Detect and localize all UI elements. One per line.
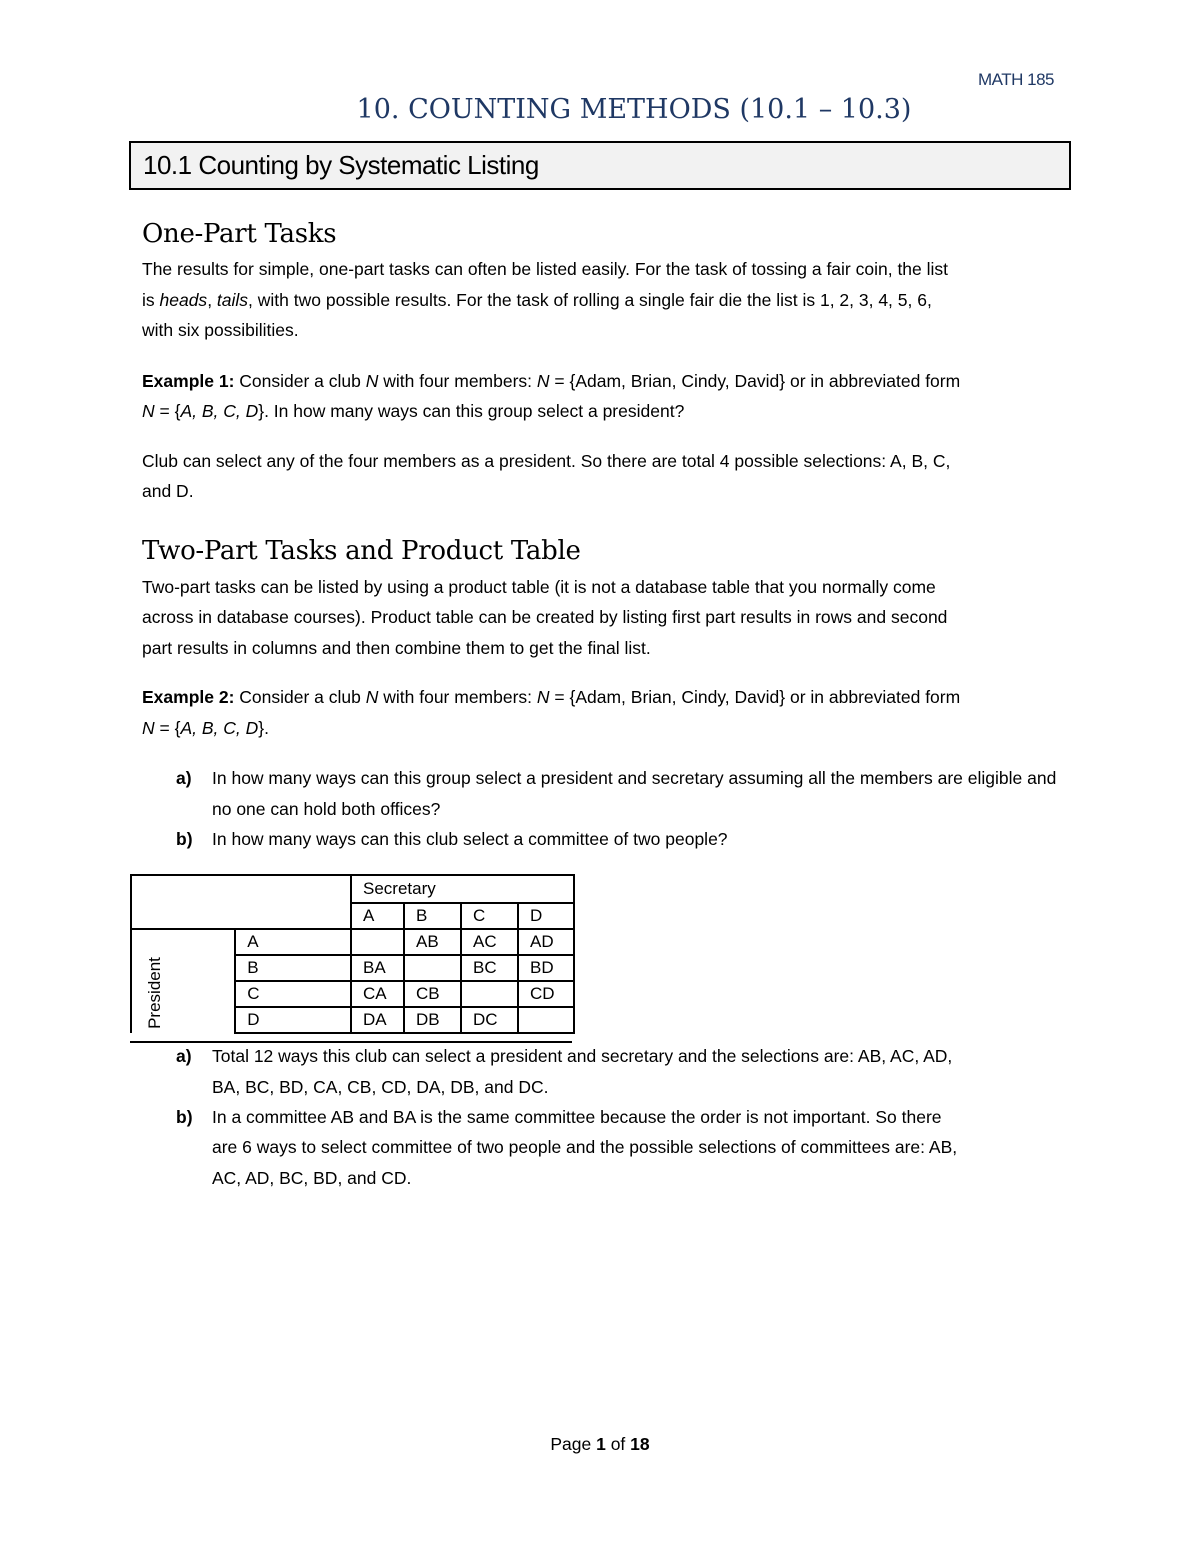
- example-1-label: Example 1:: [142, 371, 235, 391]
- one-part-paragraph-line-1: The results for simple, one-part tasks can often be listed easily. For the task of tossing a fair coin, the list: [142, 259, 949, 279]
- table-cell: CA: [351, 981, 404, 1007]
- page-of: of: [605, 1434, 631, 1454]
- set-members: A, B, C, D: [180, 718, 259, 738]
- answer-a-label: a): [176, 1046, 192, 1066]
- text-span: ,: [207, 290, 217, 310]
- text-span: , with two possible results. For the task of rolling a single fair die the list is 1, 2, 3, 4, 5, 6,: [248, 290, 932, 310]
- set-name: N: [142, 718, 155, 738]
- text-span: with four members:: [378, 371, 537, 391]
- page-total: 18: [630, 1434, 650, 1454]
- table-cell: DC: [461, 1007, 518, 1033]
- set-name: N: [365, 687, 379, 707]
- president-label: President: [145, 957, 164, 1029]
- text-span: Consider a club: [234, 687, 366, 707]
- column-label: A: [351, 903, 404, 929]
- example-2-line-1: [142, 687, 960, 708]
- example-1-answer-line-1: Club can select any of the four members as a president. So there are total 4 possible selections: A, B, C,: [142, 451, 951, 471]
- answer-a-line-2: BA, BC, BD, CA, CB, CD, DA, DB, and DC.: [212, 1077, 549, 1097]
- table-cell: BD: [518, 955, 574, 981]
- text-span: = {: [154, 401, 181, 421]
- column-label: D: [518, 903, 574, 929]
- page-label: Page: [550, 1434, 597, 1454]
- table-cell: [461, 981, 518, 1007]
- set-members: A, B, C, D: [180, 401, 259, 421]
- text-span: is: [142, 290, 160, 310]
- section-title-box: [129, 141, 1071, 190]
- heads-word: heads: [159, 290, 208, 310]
- section-title: 10.1 Counting by Systematic Listing: [143, 150, 539, 180]
- row-label: A: [235, 929, 351, 955]
- table-cell: DA: [351, 1007, 404, 1033]
- question-a-label: a): [176, 768, 192, 788]
- text-span: = {Adam, Brian, Cindy, David} or in abbreviated form: [549, 687, 961, 707]
- chapter-title: 10. COUNTING METHODS (10.1 – 10.3): [356, 94, 912, 125]
- text-span: = {Adam, Brian, Cindy, David} or in abbreviated form: [549, 371, 961, 391]
- row-label: C: [235, 981, 351, 1007]
- example-2-label: Example 2:: [142, 687, 235, 707]
- table-cell: BC: [461, 955, 518, 981]
- president-header: [135, 958, 175, 1028]
- one-part-heading: One-Part Tasks: [142, 219, 337, 249]
- table-bottom-rule: [130, 1041, 572, 1043]
- one-part-paragraph-line-2: [142, 290, 932, 311]
- table-row: [131, 929, 574, 955]
- page-footer: [0, 1434, 1200, 1455]
- page-number: 1: [596, 1434, 606, 1454]
- answer-b-line-1: In a committee AB and BA is the same committee because the order is not important. So there: [212, 1107, 942, 1127]
- one-part-paragraph-line-3: with six possibilities.: [142, 320, 299, 340]
- column-label: C: [461, 903, 518, 929]
- two-part-heading: Two-Part Tasks and Product Table: [142, 536, 581, 566]
- table-cell: AB: [404, 929, 461, 955]
- table-cell: AD: [518, 929, 574, 955]
- table-cell: BA: [351, 955, 404, 981]
- table-cell: [404, 955, 461, 981]
- product-table: [130, 874, 575, 1034]
- set-name: N: [365, 371, 379, 391]
- row-label: B: [235, 955, 351, 981]
- text-span: }.: [258, 718, 269, 738]
- set-name: N: [142, 401, 155, 421]
- example-1-line-2: [142, 401, 684, 422]
- answer-b-label: b): [176, 1107, 193, 1127]
- answer-a-line-1: Total 12 ways this club can select a president and secretary and the selections are: AB, AC, AD,: [212, 1046, 953, 1066]
- two-part-paragraph-line-1: Two-part tasks can be listed by using a product table (it is not a database table that you normally come: [142, 577, 936, 597]
- table-cell: [351, 929, 404, 955]
- two-part-paragraph-line-3: part results in columns and then combine them to get the final list.: [142, 638, 651, 658]
- table-header-row: [131, 875, 574, 903]
- tails-word: tails: [216, 290, 249, 310]
- two-part-paragraph-line-2: across in database courses). Product table can be created by listing first part results in rows and second: [142, 607, 948, 627]
- text-span: }. In how many ways can this group select a president?: [258, 401, 685, 421]
- text-span: with four members:: [378, 687, 537, 707]
- course-code: MATH 185: [978, 70, 1054, 89]
- table-cell: CD: [518, 981, 574, 1007]
- table-cell: DB: [404, 1007, 461, 1033]
- example-2-line-2: [142, 718, 269, 739]
- text-span: = {: [154, 718, 181, 738]
- example-1-answer-line-2: and D.: [142, 481, 194, 501]
- table-cell: CB: [404, 981, 461, 1007]
- table-cell: AC: [461, 929, 518, 955]
- column-label: B: [404, 903, 461, 929]
- answer-b-line-3: AC, AD, BC, BD, and CD.: [212, 1168, 412, 1188]
- question-b-label: b): [176, 829, 193, 849]
- set-name: N: [536, 371, 550, 391]
- set-name: N: [536, 687, 550, 707]
- secretary-header: Secretary: [351, 875, 574, 903]
- example-1-line-1: [142, 371, 960, 392]
- row-label: D: [235, 1007, 351, 1033]
- table-corner: [131, 875, 351, 929]
- text-span: Consider a club: [234, 371, 366, 391]
- question-a-text: In how many ways can this group select a president and secretary assuming all the members are eligible and no one can hold both offices?: [212, 768, 1057, 819]
- table-cell: [518, 1007, 574, 1033]
- question-b-text: In how many ways can this club select a committee of two people?: [212, 829, 728, 849]
- answer-b-line-2: are 6 ways to select committee of two people and the possible selections of committees are: AB,: [212, 1137, 958, 1157]
